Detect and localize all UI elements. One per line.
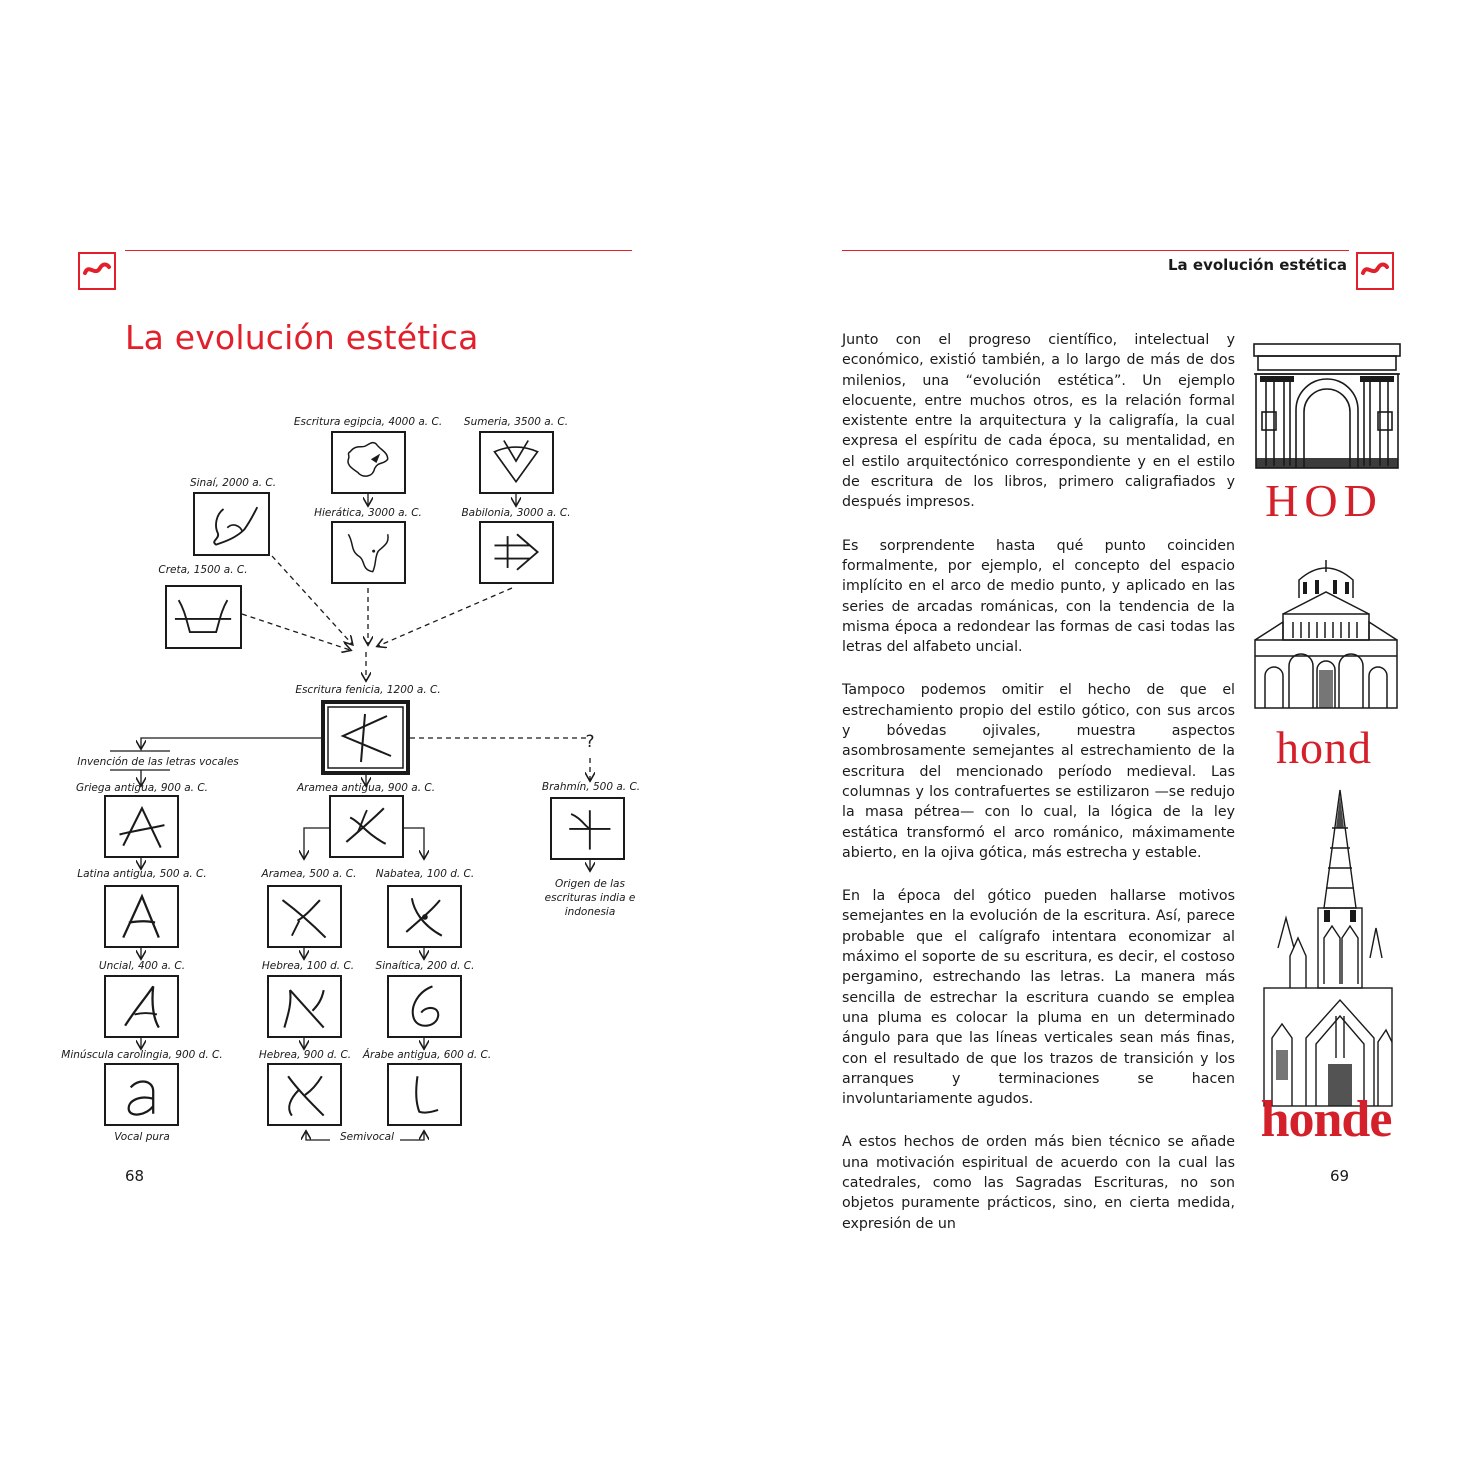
label-semivocal: Semivocal	[339, 1131, 395, 1143]
label-carolingia: Minúscula carolingia, 900 d. C.	[61, 1049, 223, 1061]
label-hebrea100: Hebrea, 100 d. C.	[261, 960, 355, 972]
glyph-hieratica-drawing	[333, 523, 404, 582]
glyph-latina	[104, 885, 179, 948]
glyph-fenicia-drawing	[325, 704, 406, 771]
label-fenicia: Escritura fenicia, 1200 a. C.	[295, 684, 441, 696]
glyph-griega	[104, 795, 179, 858]
glyph-aramea500	[267, 885, 342, 948]
page-number-left: 68	[125, 1167, 145, 1185]
glyph-aramea500-drawing	[269, 887, 340, 946]
glyph-hebrea100-drawing	[269, 977, 340, 1036]
glyph-uncial	[104, 975, 179, 1038]
gothic-cathedral-illustration	[1258, 788, 1398, 1108]
paragraph: Es sorprendente hasta qué punto coinciden formalmente, por ejemplo, el concepto del espacio implícito en el arco de medio punto, y aplicado en las series de arcadas románicas, con la tendencia de la misma época a redondear las formas de casi todas las letras del alfabeto uncial.	[842, 537, 1235, 656]
glyph-sinai	[193, 492, 270, 556]
note-origen-line: escrituras india e	[544, 892, 636, 904]
label-vocal-pura: Vocal pura	[114, 1131, 170, 1143]
label-aramea-antigua: Aramea antigua, 900 a. C.	[296, 782, 436, 794]
paragraph: A estos hechos de orden más bien técnico se añade una motivación espiritual de acuerdo con la cual las catedrales, como las Sagradas Escrituras, no son objetos puramente prácticos, sino, en cierta medida, expresión de un	[842, 1134, 1235, 1232]
paragraph: Junto con el progreso científico, intelectual y económico, existió también, a lo largo de más de dos milenios, una “evolución estética”. Un ejemplo elocuente, entre muchos otros, es la relación formal existente entre la arquitectura y la caligrafía, la cual expresa el espíritu de cada época, su mentalidad, en el estilo arquitectónico correspondiente y en el estilo de escritura de los libros, primero caligrafiados y después impresos.	[842, 332, 1235, 511]
glyph-egipcia-drawing	[333, 433, 404, 492]
glyph-latina-drawing	[106, 887, 177, 946]
label-creta: Creta, 1500 a. C.	[158, 564, 248, 576]
label-uncial: Uncial, 400 a. C.	[98, 960, 186, 972]
glyph-hebrea900	[267, 1063, 342, 1126]
glyph-hieratica	[331, 521, 406, 584]
label-sinai: Sinaí, 2000 a. C.	[189, 477, 277, 489]
glyph-hebrea900-drawing	[269, 1065, 340, 1124]
label-sinaitica: Sinaítica, 200 d. C.	[375, 960, 475, 972]
glyph-carolingia-drawing	[106, 1065, 177, 1124]
glyph-nabatea-drawing	[389, 887, 460, 946]
glyph-babilonia-drawing	[481, 523, 552, 582]
glyph-aramea-antigua	[329, 795, 404, 858]
label-griega: Griega antigua, 900 a. C.	[76, 782, 208, 794]
glyph-carolingia	[104, 1063, 179, 1126]
label-babilonia: Babilonia, 3000 a. C.	[461, 507, 571, 519]
classical-arch-illustration	[1252, 340, 1402, 470]
label-sumeria: Sumeria, 3500 a. C.	[463, 416, 569, 428]
paragraph: Tampoco podemos omitir el hecho de que el estrechamiento propio del estilo gótico, con sus arcos y bóvedas ojivales, muestra aspectos asombrosamente semejantes al estrechamiento de la escritura del mencionado período medieval. Las columnas y los contrafuertes se estilizaron —se redujo la masa pétrea— con lo cual, la lógica de la ley estática transformó el arco románico, máximamente abierto, en la ojiva gótica, más estrecha y estable.	[842, 682, 1235, 861]
glyph-brahmin-drawing	[552, 799, 623, 858]
label-aramea500: Aramea, 500 a. C.	[261, 868, 357, 880]
note-origen	[545, 877, 636, 919]
glyph-fenicia	[321, 700, 410, 775]
glyph-egipcia	[331, 431, 406, 494]
paragraph: En la época del gótico pueden hallarse motivos semejantes en la evolución de la escritura. Así, parece probable que el calígrafo intentara economizar al máximo el soporte de su escritura, es decir, el costoso pergamino, estrechando las letras. La manera más sencilla de estrechar la escritura cuando se emplea una pluma es colocar la pluma en un determinado ángulo para que las líneas verticales sean más finas, con el resultado de que los trazos de transición y los arranques y terminaciones se hacen involuntariamente agudos.	[842, 888, 1235, 1108]
calligraphy-romanesque: hond	[1276, 722, 1372, 773]
glyph-arabe	[387, 1063, 462, 1126]
glyph-creta-drawing	[167, 587, 240, 647]
page-number-right: 69	[1330, 1167, 1350, 1185]
glyph-creta	[165, 585, 242, 649]
header-rule-right	[842, 250, 1349, 251]
label-egipcia: Escritura egipcia, 4000 a. C.	[293, 416, 443, 428]
glyph-babilonia	[479, 521, 554, 584]
label-arabe: Árabe antigua, 600 d. C.	[362, 1049, 492, 1061]
label-question: ?	[585, 732, 595, 752]
glyph-hebrea100	[267, 975, 342, 1038]
label-vocales: Invención de las letras vocales	[77, 756, 239, 768]
label-brahmin: Brahmín, 500 a. C.	[541, 781, 641, 793]
glyph-sumeria	[479, 431, 554, 494]
glyph-nabatea	[387, 885, 462, 948]
romanesque-church-illustration	[1253, 558, 1399, 710]
tilde-icon	[1358, 254, 1392, 288]
label-hieratica: Hierática, 3000 a. C.	[314, 507, 422, 519]
label-nabatea: Nabatea, 100 d. C.	[375, 868, 475, 880]
glyph-uncial-drawing	[106, 977, 177, 1036]
ornament-right	[1356, 252, 1394, 290]
glyph-brahmin	[550, 797, 625, 860]
glyph-sumeria-drawing	[481, 433, 552, 492]
glyph-sinai-drawing	[195, 494, 268, 554]
glyph-aramea-antigua-drawing	[331, 797, 402, 856]
glyph-arabe-drawing	[389, 1065, 460, 1124]
label-latina: Latina antigua, 500 a. C.	[77, 868, 207, 880]
calligraphy-gothic: honde	[1260, 1091, 1392, 1148]
page-title: La evolución estética	[125, 318, 479, 357]
glyph-sinaitica-drawing	[389, 977, 460, 1036]
label-hebrea900: Hebrea, 900 d. C.	[258, 1049, 352, 1061]
body-text	[842, 330, 1235, 1257]
calligraphy-classic: HOD	[1265, 475, 1383, 526]
glyph-sinaitica	[387, 975, 462, 1038]
running-head: La evolución estética	[1168, 256, 1347, 274]
glyph-griega-drawing	[106, 797, 177, 856]
note-origen-line: indonesia	[564, 906, 616, 918]
note-origen-line: Origen de las	[555, 878, 625, 890]
